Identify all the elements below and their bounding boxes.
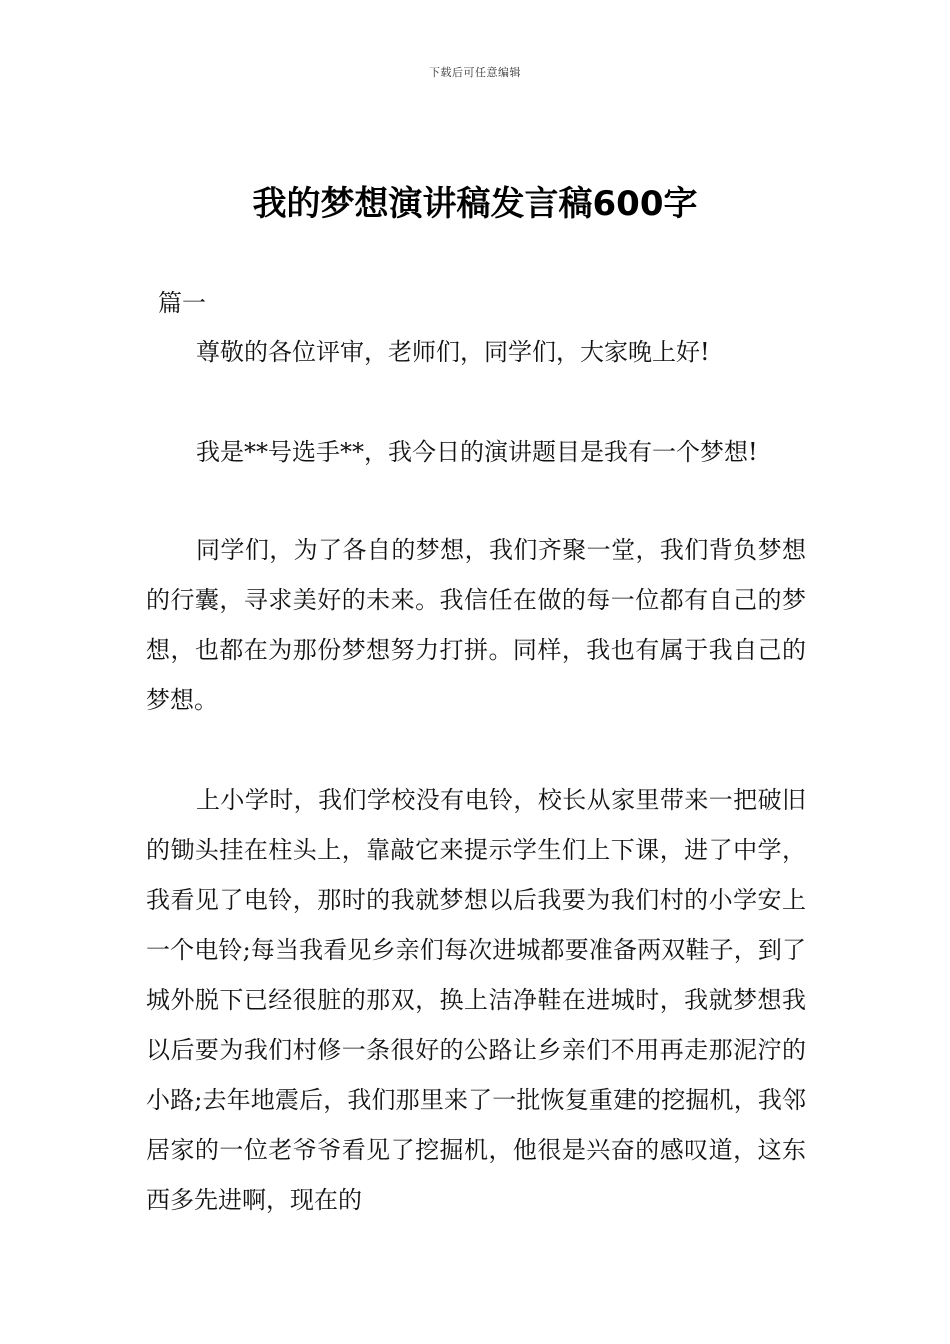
paragraph-introduction: 我是**号选手**，我今日的演讲题目是我有一个梦想! — [196, 438, 758, 466]
section-label: 篇一 — [158, 289, 206, 317]
paragraph-childhood-dreams: 上小学时，我们学校没有电铃，校长从家里带来一把破旧的锄头挂在柱头上，靠敲它来提示学生们上下课，进了中学，我看见了电铃，那时的我就梦想以后我要为我们村的小学安上一个电铃;每当我看见乡亲们每次进城都要准备两双鞋子，到了城外脱下已经很脏的那双，换上洁净鞋在进城时，我就梦想我以后要为我们村修一条很好的公路让乡亲们不用再走那泥泞的小路;去年地震后，我们那里来了一批恢复重建的挖掘机，我邻居家的一位老爷爷看见了挖掘机，他很是兴奋的感叹道，这东西多先进啊，现在的 — [146, 786, 806, 1214]
paragraph-dreams-intro: 同学们，为了各自的梦想，我们齐聚一堂，我们背负梦想的行囊，寻求美好的未来。我信任在做的每一位都有自己的梦想，也都在为那份梦想努力打拼。同样，我也有属于我自己的梦想。 — [146, 536, 806, 714]
document-title: 我的梦想演讲稿发言稿600字 — [252, 184, 698, 224]
paragraph-greeting: 尊敬的各位评审，老师们，同学们，大家晚上好! — [196, 338, 710, 366]
header-note: 下载后可任意编辑 — [429, 66, 521, 79]
